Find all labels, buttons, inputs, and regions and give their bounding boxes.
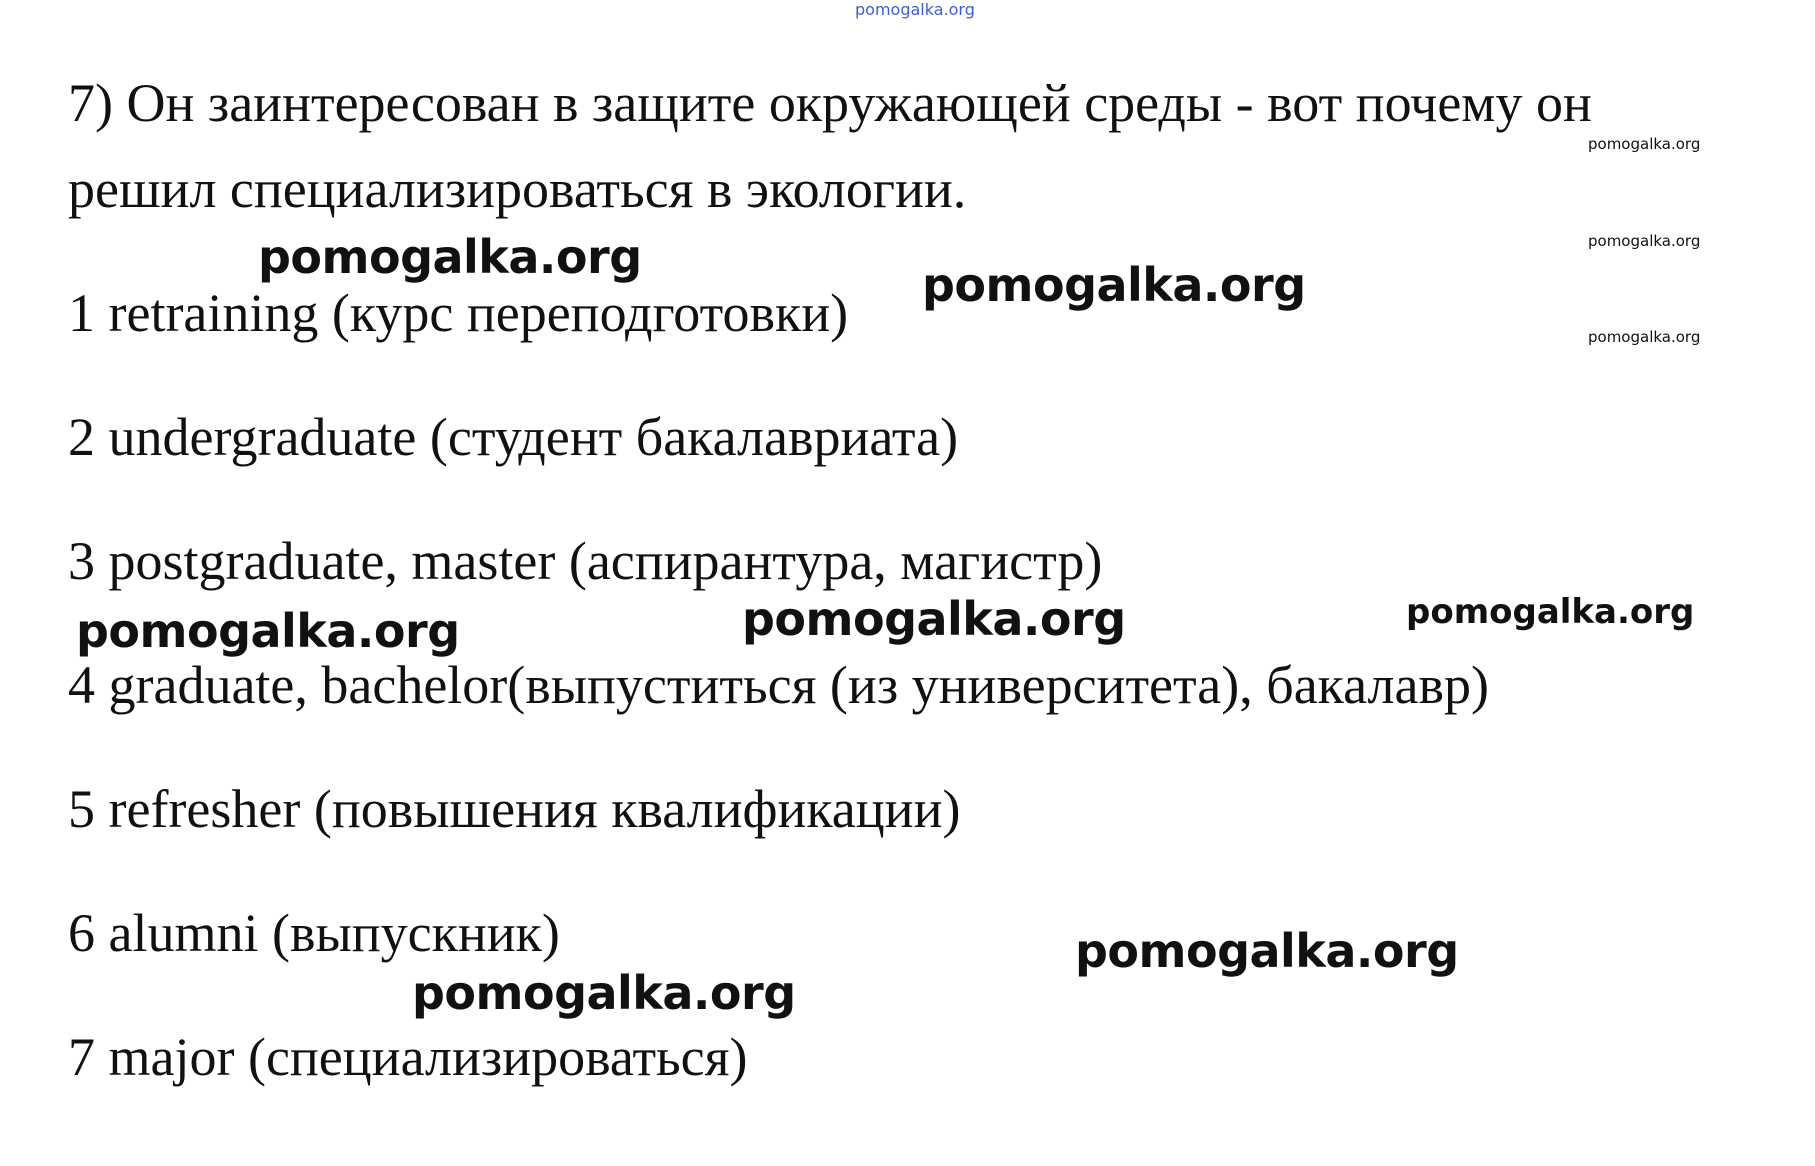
watermark-large-2: pomogalka.org	[922, 258, 1306, 312]
list-item-1: 1 retraining (курс переподготовки)	[68, 283, 849, 343]
heading-line-1: 7) Он заинтересован в защите окружающей среды - вот почему он	[68, 73, 1592, 133]
list-item-6: 6 alumni (выпускник)	[68, 903, 560, 963]
watermark-large-4: pomogalka.org	[742, 592, 1126, 646]
watermark-small-2: pomogalka.org	[1588, 232, 1701, 250]
watermark-medium-1: pomogalka.org	[1406, 592, 1695, 632]
list-item-3: 3 postgraduate, master (аспирантура, магистр)	[68, 531, 1103, 591]
list-item-7: 7 major (специализироваться)	[68, 1027, 748, 1087]
watermark-small-1: pomogalka.org	[1588, 135, 1701, 153]
list-item-2: 2 undergraduate (студент бакалавриата)	[68, 407, 959, 467]
watermark-large-5: pomogalka.org	[1075, 924, 1459, 978]
heading-line-2: решил специализироваться в экологии.	[68, 159, 967, 219]
list-item-5: 5 refresher (повышения квалификации)	[68, 779, 961, 839]
watermark-top: pomogalka.org	[855, 0, 975, 19]
watermark-small-3: pomogalka.org	[1588, 328, 1701, 346]
list-item-4: 4 graduate, bachelor(выпуститься (из университета), бакалавр)	[68, 655, 1489, 715]
watermark-large-3: pomogalka.org	[76, 604, 460, 658]
watermark-large-1: pomogalka.org	[258, 230, 642, 284]
watermark-large-6: pomogalka.org	[412, 966, 796, 1020]
